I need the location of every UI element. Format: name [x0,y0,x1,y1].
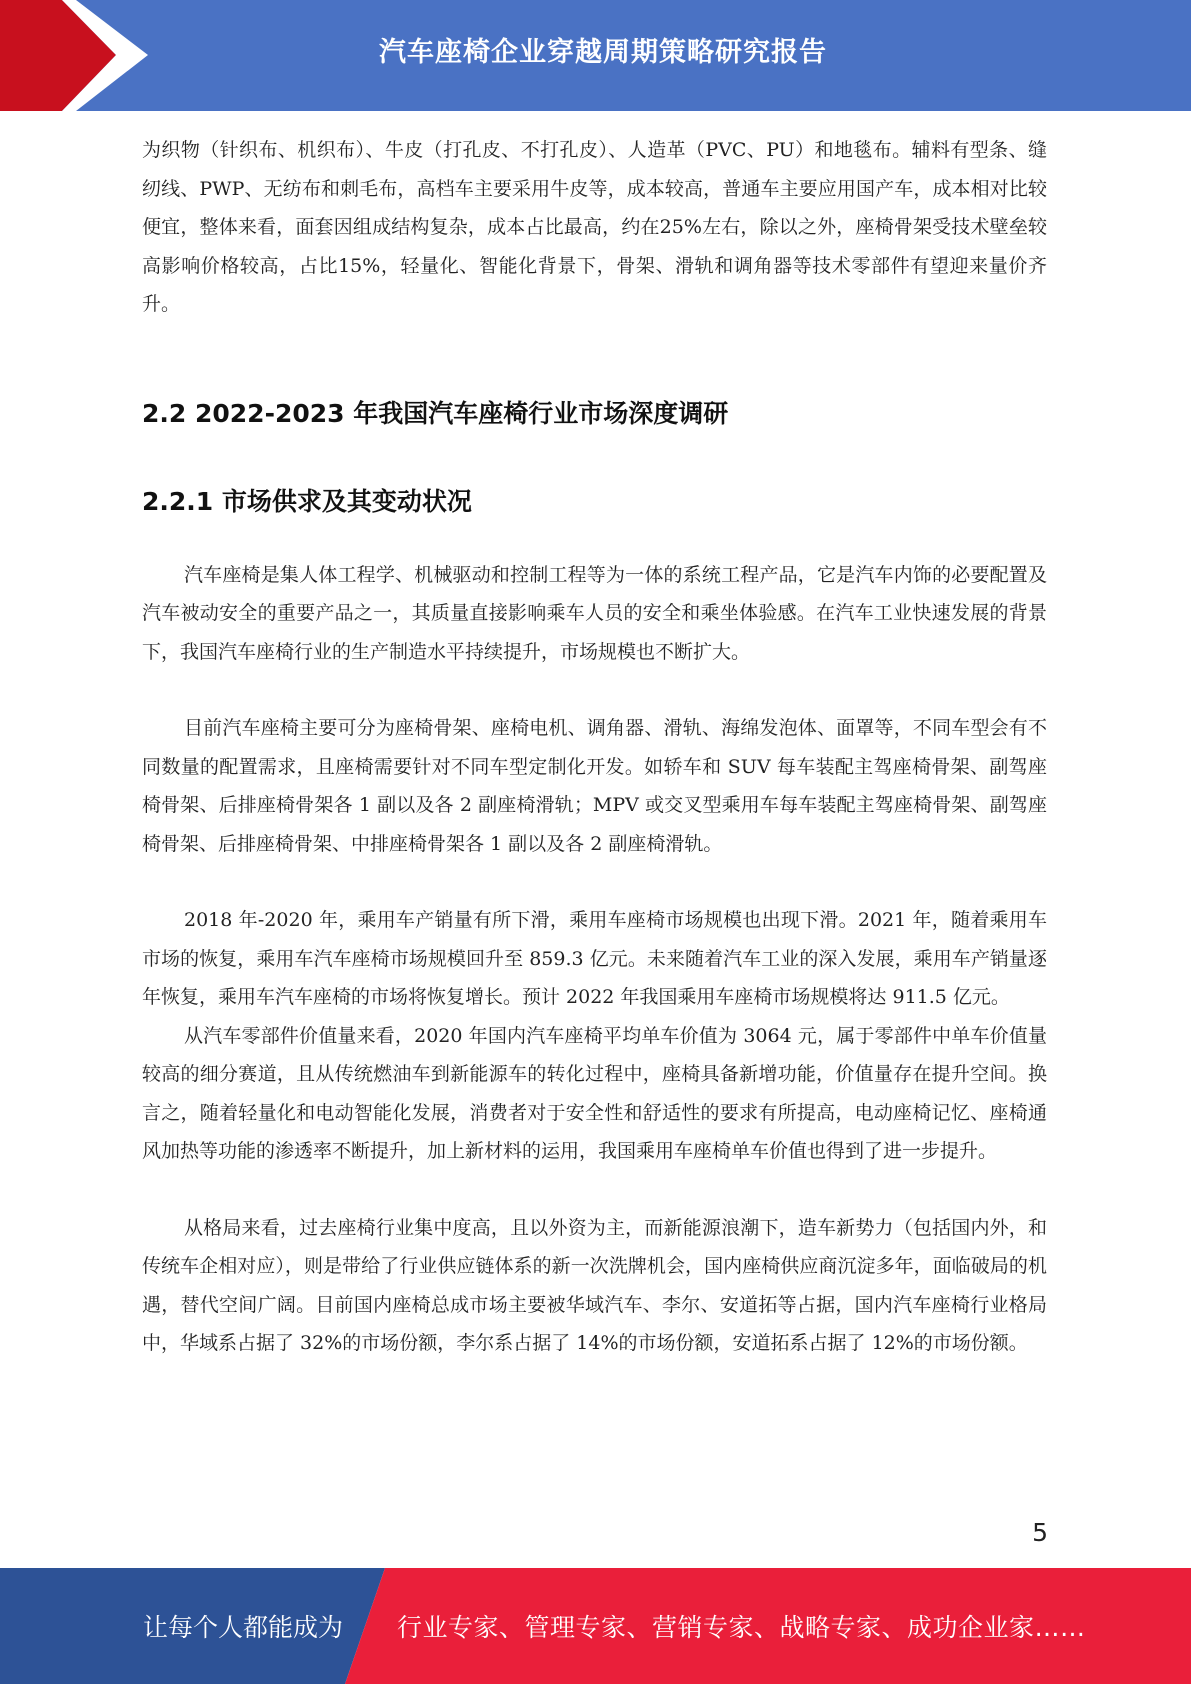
intro-paragraph: 为织物（针织布、机织布）、牛皮（打孔皮、不打孔皮）、人造革（PVC、PU）和地毯布。辅料有型条、缝纫线、PWP、无纺布和刺毛布，高档车主要采用牛皮等，成本较高，普通车主要应用国产车，成本相对比较便宜，整体来看，面套因组成结构复杂，成本占比最高，约在25%左右，除以之外，座椅骨架受技术壁垒较高影响价格较高，占比15%，轻量化、智能化背景下，骨架、滑轨和调角器等技术零部件有望迎来量价齐升。 [142,139,1047,315]
document-body [142,131,1047,1363]
paragraph-seat-components: 目前汽车座椅主要可分为座椅骨架、座椅电机、调角器、滑轨、海绵发泡体、面罩等，不同车型会有不同数量的配置需求，且座椅需要针对不同车型定制化开发。如轿车和 SUV 每车装配主驾座椅骨架、副驾座椅骨架、后排座椅骨架各 1 副以及各 2 副座椅滑轨；MPV 或交叉型乘用车每车装配主驾座椅骨架、副驾座椅骨架、后排座椅骨架、中排座椅骨架各 1 副以及各 2 副座椅滑轨。 [142,717,1047,855]
footer-slogan-right: 行业专家、管理专家、营销专家、战略专家、成功企业家…… [397,1613,1086,1642]
paragraph-market-size: 2018 年-2020 年，乘用车产销量有所下滑，乘用车座椅市场规模也出现下滑。2021 年，随着乘用车市场的恢复，乘用车汽车座椅市场规模回升至 859.3 亿元。未来随着汽车工业的深入发展，乘用车产销量逐年恢复，乘用车汽车座椅的市场将恢复增长。预计 2022 年我国乘用车座椅市场规模将达 911.5 亿元。 [142,909,1047,1008]
paragraph-competitive-landscape: 从格局来看，过去座椅行业集中度高，且以外资为主，而新能源浪潮下，造车新势力（包括国内外，和传统车企相对应），则是带给了行业供应链体系的新一次洗牌机会，国内座椅供应商沉淀多年，面临破局的机遇，替代空间广阔。目前国内座椅总成市场主要被华域汽车、李尔、安道拓等占据，国内汽车座椅行业格局中，华域系占据了 32%的市场份额，李尔系占据了 14%的市场份额，安道拓系占据了 12%的市场份额。 [142,1216,1047,1354]
page-footer [0,1568,1191,1684]
page-number: 5 [1032,1518,1048,1547]
paragraph-unit-value: 从汽车零部件价值量来看，2020 年国内汽车座椅平均单车价值为 3064 元，属于零部件中单车价值量较高的细分赛道，且从传统燃油车到新能源车的转化过程中，座椅具备新增功能，价值量存在提升空间。换言之，随着轻量化和电动智能化发展，消费者对于安全性和舒适性的要求有所提高，电动座椅记忆、座椅通风加热等功能的渗透率不断提升，加上新材料的运用，我国乘用车座椅单车价值也得到了进一步提升。 [142,1024,1047,1162]
header-title: 汽车座椅企业穿越周期策略研究报告 [379,36,827,68]
paragraph-seat-overview: 汽车座椅是集人体工程学、机械驱动和控制工程等为一体的系统工程产品，它是汽车内饰的必要配置及汽车被动安全的重要产品之一，其质量直接影响乘车人员的安全和乘坐体验感。在汽车工业快速发展的背景下，我国汽车座椅行业的生产制造水平持续提升，市场规模也不断扩大。 [142,563,1047,663]
section-heading: 2.2 2022-2023 年我国汽车座椅行业市场深度调研 [142,398,729,428]
footer-slogan-left: 让每个人都能成为 [143,1613,344,1642]
subsection-heading: 2.2.1 市场供求及其变动状况 [142,486,472,516]
page-header [0,0,1191,111]
